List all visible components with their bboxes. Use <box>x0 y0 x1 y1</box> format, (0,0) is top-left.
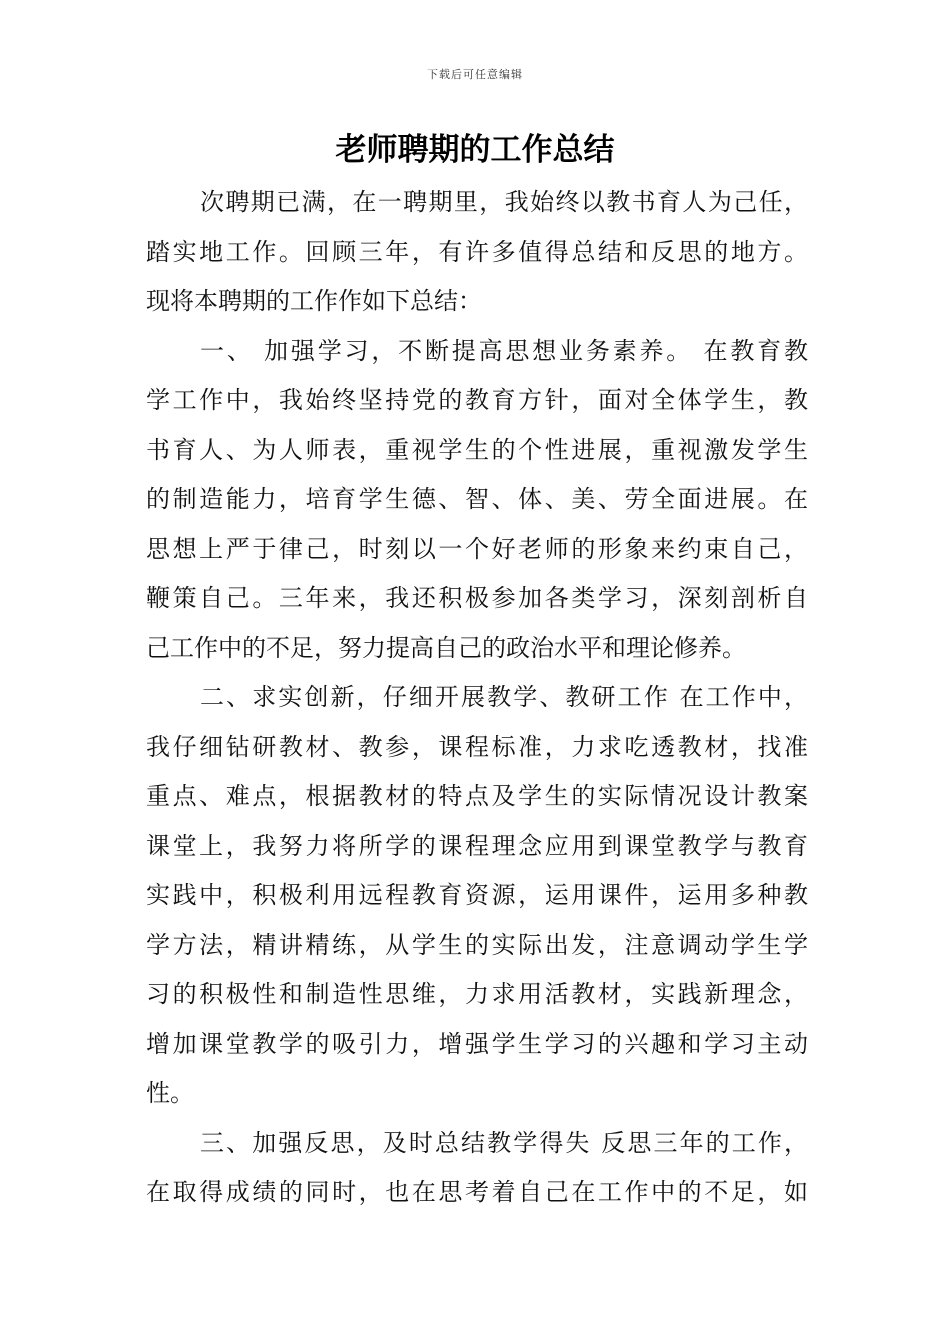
text-line: 学方法，精讲精练，从学生的实际出发，注意调动学生学 <box>146 930 808 959</box>
text-line: 鞭策自己。三年来，我还积极参加各类学习，深刻剖析自 <box>146 584 808 612</box>
paragraph-3 <box>146 673 808 1119</box>
text-line: 增加课堂教学的吸引力，增强学生学习的兴趣和学习主动 <box>146 1029 808 1058</box>
text-line: 现将本聘期的工作作如下总结： <box>146 287 482 315</box>
text-line: 课堂上，我努力将所学的课程理念应用到课堂教学与教育 <box>146 831 808 860</box>
document-title: 老师聘期的工作总结 <box>335 132 615 168</box>
text-line: 的制造能力，培育学生德、智、体、美、劳全面进展。在 <box>146 485 808 513</box>
text-line: 一、 加强学习，不断提高思想业务素养。 在教育教 <box>200 336 808 365</box>
text-line: 习的积极性和制造性思维，力求用活教材，实践新理念， <box>146 980 808 1008</box>
paragraph-2 <box>146 327 808 674</box>
text-line: 思想上严于律己，时刻以一个好老师的形象来约束自己， <box>146 534 808 563</box>
text-line: 重点、难点，根据教材的特点及学生的实际情况设计教案 <box>146 782 808 810</box>
text-line: 二、求实创新，仔细开展教学、教研工作 在工作中， <box>200 683 808 711</box>
text-line: 性。 <box>146 1079 194 1107</box>
document-body <box>146 178 808 1218</box>
text-line: 我仔细钻研教材、教参，课程标准，力求吃透教材，找准 <box>146 732 808 761</box>
text-line: 书育人、为人师表，重视学生的个性进展，重视激发学生 <box>146 435 808 464</box>
header-note: 下载后可任意编辑 <box>427 68 523 81</box>
paragraph-1 <box>146 178 808 327</box>
text-line: 己工作中的不足，努力提高自己的政治水平和理论修养。 <box>146 633 746 662</box>
text-line: 三、加强反思，及时总结教学得失 反思三年的工作， <box>200 1128 808 1157</box>
text-line: 在取得成绩的同时，也在思考着自己在工作中的不足，如 <box>146 1178 808 1206</box>
text-line: 次聘期已满，在一聘期里，我始终以教书育人为己任， <box>200 188 808 216</box>
text-line: 学工作中，我始终坚持党的教育方针，面对全体学生，教 <box>146 386 808 414</box>
paragraph-4 <box>146 1119 808 1218</box>
text-line: 实践中，积极利用远程教育资源，运用课件，运用多种教 <box>146 881 808 909</box>
text-line: 踏实地工作。回顾三年，有许多值得总结和反思的地方。 <box>146 237 808 266</box>
